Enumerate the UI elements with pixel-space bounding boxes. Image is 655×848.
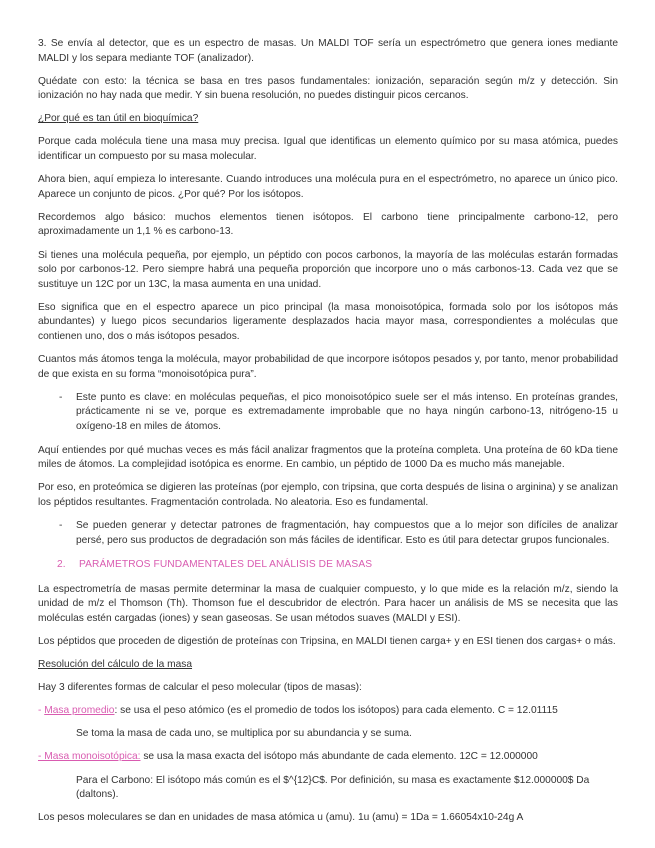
average-mass-term: Masa promedio [44,705,115,717]
paragraph-average-mass-detail: Se toma la masa de cada uno, se multiplica por su abundancia y se suma. [76,728,412,740]
heading-biochem-usefulness: ¿Por qué es tan útil en bioquímica? [38,113,199,125]
paragraph-atom-count: Cuantos más átomos tenga la molécula, mayor probabilidad de que incorpore isótopos pesados y, por tanto, menor probabilidad de que exista en su forma “monoisotópica pura”. [38,354,618,380]
paragraph-average-mass: - Masa promedio: se usa el peso atómico (es el promedio de todos los isótopos) para cada elemento. C = 12.01115 [38,705,558,717]
bullet-list-1 [38,391,618,435]
list-item: - Se pueden generar y detectar patrones de fragmentación, hay compuestos que a lo mejor son difíciles de analizar persé, pero sus productos de degradación son más fáciles de identificar. Esto es útil para detectar grupos funcionales. [59,519,618,546]
paragraph-monoisotopic-mass: - Masa monoisotópica: se usa la masa exacta del isótopo más abundante de cada elemento. 12C = 12.000000 [38,751,538,763]
list-item: - Este punto es clave: en moléculas pequeñas, el pico monoisotópico suele ser el más intenso. En proteínas grandes, prácticamente ni se ve, porque es extremadamente improbable que no haya ningún carbono-13, nitrógeno-15 u oxígeno-18 en miles de átomos. [59,391,618,432]
paragraph-molecular-weight-units: Los pesos moleculares se dan en unidades de masa atómica u (amu). 1u (amu) = 1Da = 1.66054x10-24g A [38,812,524,824]
heading-mass-resolution: Resolución del cálculo de la masa [38,659,193,671]
monoisotopic-mass-term: - Masa monoisotópica: [38,751,141,763]
paragraph-small-molecule: Si tienes una molécula pequeña, por ejemplo, un péptido con pocos carbonos, la mayoría de las moléculas estarán formadas solo por carbonos-12. Pero siempre habrá una pequeña proporción que incorpore uno o más carbonos-13. Cada vez que se sustituye un 12C por un 13C, la masa aumenta en una unidad. [38,249,618,290]
paragraph-isotopes-intro: Ahora bien, aquí empieza lo interesante. Cuando introduces una molécula pura en el espectrómetro, no aparece un único pico. Aparece un conjunto de picos. ¿Por qué? Por los isótopos. [38,174,618,200]
paragraph-molecular-mass: Porque cada molécula tiene una masa muy precisa. Igual que identificas un elemento químico por su masa atómica, puedes identificar un compuesto por su masa molecular. [38,136,618,163]
paragraph-mass-spectrometry: La espectrometría de masas permite determinar la masa de cualquier compuesto, y lo que mide es la relación m/z, siendo la unidad de m/z el Thomson (Th). Thomson fue el descubridor de electrón. Para hacer un análisis de MS se necesita que las moléculas estén cargadas (iones) y sean gaseosas. Se usan métodos suaves (MALDI y ESI). [38,583,618,624]
paragraph-fragments: Aquí entiendes por qué muchas veces es más fácil analizar fragmentos que la proteína completa. Una proteína de 60 kDa tiene miles de átomos. La complejidad isotópica es enorme. En cambio, un péptido de 1000 Da es mucho más manejable. [38,444,618,471]
paragraph-key-steps: Quédate con esto: la técnica se basa en tres pasos fundamentales: ionización, separación según m/z y detección. Sin ionización no hay nada que medir. Y sin buena resolución, no puedes distinguir picos cercanos. [38,75,618,102]
paragraph-peptides-charge: Los péptidos que proceden de digestión de proteínas con Tripsina, en MALDI tienen carga+ y en ESI tienen dos cargas+ o más. [38,636,616,647]
paragraph-proteomics: Por eso, en proteómica se digieren las proteínas (por ejemplo, con tripsina, que corta después de lisina o arginina) y se analizan los péptidos resultantes. Fragmentación controlada. No aleatoria. Eso es fundamental. [38,482,618,508]
paragraph-mass-types: Hay 3 diferentes formas de calcular el peso molecular (tipos de masas): [38,682,362,694]
section-heading: 2. PARÁMETROS FUNDAMENTALES DEL ANÁLISIS DE MASAS [57,559,373,571]
bullet-list-2 [38,519,618,548]
dash-bullet-icon: - [59,519,63,531]
paragraph-detector: 3. Se envía al detector, que es un espectro de masas. Un MALDI TOF sería un espectrómetro que genera iones mediante MALDI y los separa mediante TOF (analizador). [38,38,618,64]
paragraph-carbon-isotopes: Recordemos algo básico: muchos elementos tienen isótopos. El carbono tiene principalmente carbono-12, pero aproximadamente un 1,1 % es carbono-13. [38,211,618,238]
dash-bullet-icon: - [59,391,63,403]
paragraph-monoisotopic-peak: Eso significa que en el espectro aparece un pico principal (la masa monoisotópica, formada solo por los isótopos más abundantes) y luego picos secundarios ligeramente desplazados hacia mayor masa, correspondientes a moléculas que contienen uno, dos o más isótopos pesados. [38,301,618,342]
paragraph-carbon-definition: Para el Carbono: El isótopo más común es el $^{12}C$. Por definición, su masa es exactamente $12.000000$ Da (daltons). [76,774,590,801]
